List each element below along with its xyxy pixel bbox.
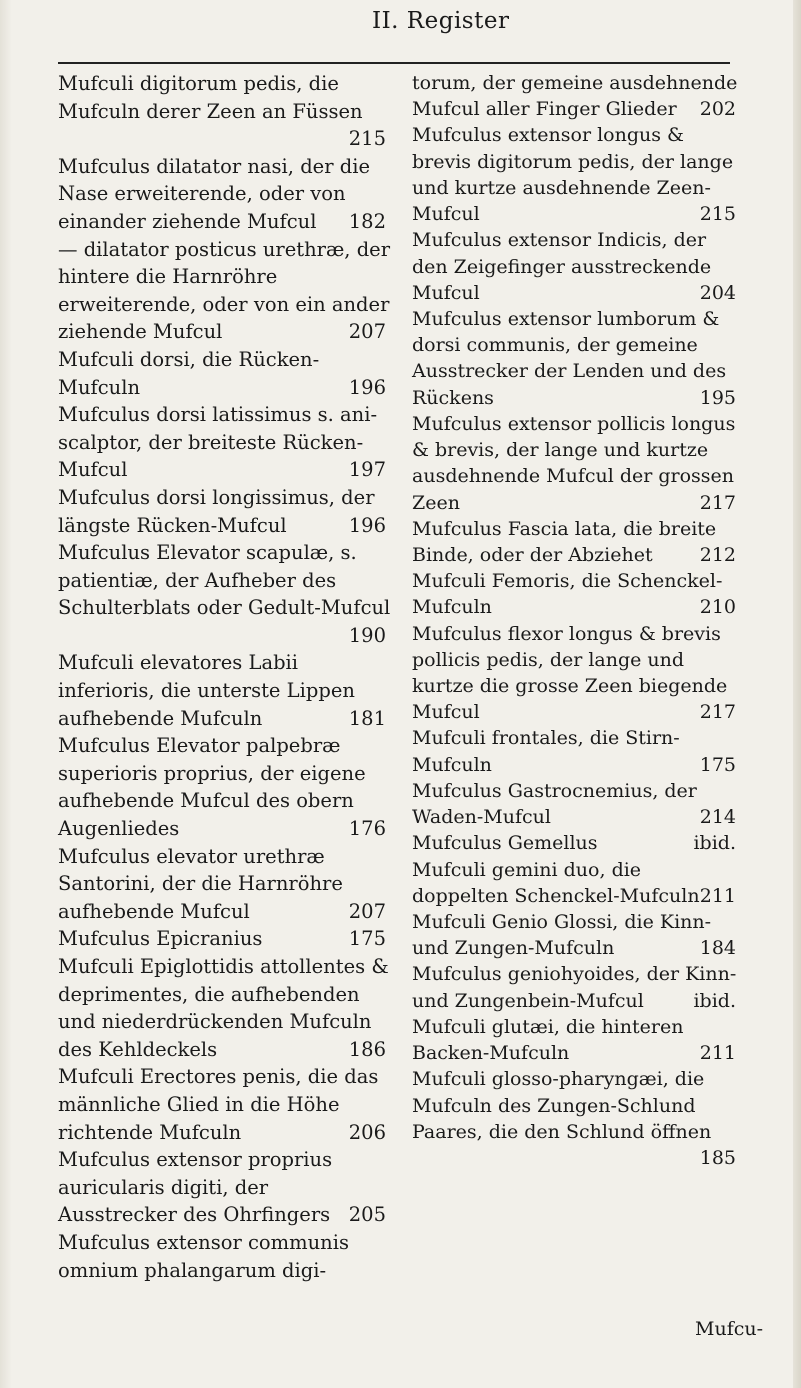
- index-entry-text: Mufculi dorsi, die Rücken-Mufculn: [58, 347, 320, 399]
- index-entry-text: Mufculus dilatator nasi, der die Nase erweiterende, oder von einander ziehende Mufcul: [58, 154, 370, 233]
- left-index-column: [58, 70, 392, 1284]
- index-entry: [412, 306, 742, 411]
- page-number: 175: [699, 753, 736, 776]
- page-number: 217: [699, 491, 736, 514]
- page-number: 190: [348, 623, 386, 647]
- index-entry-text: Mufculus extensor longus & brevis digitorum pedis, der lange und kurtze ausdehnende Zeen-Mufcul: [412, 124, 734, 226]
- index-entry-text: Mufculi Femoris, die Schenckel-Mufculn: [412, 570, 723, 619]
- index-entry-text: Mufculi digitorum pedis, die Mufculn derer Zeen an Füssen: [58, 72, 363, 123]
- index-entry-text: Mufculi glutæi, die hinteren Backen-Mufculn: [412, 1015, 684, 1065]
- page-number: 176: [348, 817, 386, 841]
- index-entry-text: Mufculus extensor pollicis longus & brevis, der lange und kurtze ausdehnende Mufcul der grossen Zeen: [412, 412, 736, 514]
- index-entry-text: Mufculus geniohyoides, der Kinn- und Zungenbein-Mufcul: [412, 963, 737, 1012]
- index-entry: [58, 953, 392, 1063]
- running-header: [0, 4, 801, 44]
- catchword: Mufcu-: [695, 1318, 764, 1340]
- page-number: 181: [348, 706, 386, 730]
- page-number: 212: [699, 543, 736, 566]
- page-number: 197: [348, 458, 386, 482]
- page-number: 211: [699, 884, 736, 907]
- index-entry-text: Mufculus Gastrocnemius, der Waden-Mufcul: [412, 779, 697, 829]
- index-entry: [58, 1146, 392, 1229]
- page-number: 205: [348, 1203, 386, 1227]
- header-rule: [58, 62, 730, 64]
- index-entry: [58, 843, 392, 926]
- index-entry-text: Mufculi Erectores penis, die das männliche Glied in die Höhe richtende Mufculn: [58, 1065, 379, 1144]
- index-entry: [412, 516, 742, 568]
- index-entry-text: — dilatator posticus urethræ, der hintere die Harnröhre erweiterende, oder von ein ander ziehende Mufcul: [58, 237, 391, 344]
- page-number: 186: [348, 1037, 386, 1061]
- page-number: 206: [348, 1120, 386, 1144]
- page-number: 202: [699, 98, 736, 121]
- page-number: 196: [348, 513, 386, 537]
- index-entry-text: Mufculi gemini duo, die doppelten Schenckel-Mufculn: [412, 858, 700, 907]
- index-entry-text: Mufculus Gemellus: [412, 832, 598, 855]
- index-entry-text: Mufculus Fascia lata, die breite Binde, oder der Abziehet: [412, 517, 717, 566]
- index-entry: [412, 961, 742, 1013]
- index-entry: [412, 621, 742, 726]
- page-number: 210: [699, 596, 736, 619]
- index-entry-text: Mufculus Elevator palpebræ superioris proprius, der eigene aufhebende Mufcul des obern Augenliedes: [58, 734, 366, 841]
- page-number: 207: [348, 899, 386, 923]
- index-entry: [412, 778, 742, 830]
- index-entry: [412, 909, 742, 961]
- header-title: II. Register: [372, 8, 510, 34]
- index-entry-text: Mufculi Genio Glossi, die Kinn- und Zungen-Mufculn: [412, 911, 712, 960]
- page-number: 204: [699, 281, 736, 304]
- right-index-column: [412, 70, 742, 1171]
- page-number: ibid.: [693, 989, 736, 1012]
- index-entry-text: Mufculus extensor communis omnium phalangarum digi-: [58, 1230, 349, 1282]
- page-gutter-shadow: [0, 0, 12, 1388]
- page-number: 214: [699, 806, 736, 829]
- page-number: 207: [348, 320, 386, 344]
- index-entry: [412, 1066, 742, 1171]
- index-entry-text: Mufculi Epiglottidis attollentes & deprimentes, die aufhebenden und niederdrückenden Mufculn des Kehldeckels: [58, 955, 389, 1061]
- index-entry: [58, 153, 392, 236]
- index-entry-text: Mufculi glosso-pharyngæi, die Mufculn des Zungen-Schlund Paares, die den Schlund öffnen: [412, 1068, 712, 1143]
- index-entry-text: Mufculi elevatores Labii inferioris, die unterste Lippen aufhebende Mufculn: [58, 651, 355, 730]
- page-number: 182: [348, 209, 386, 233]
- page-number: 215: [699, 203, 736, 226]
- index-entry-text: Mufculus extensor Indicis, der den Zeigefinger ausstreckende Mufcul: [412, 229, 712, 304]
- index-entry: [58, 925, 392, 953]
- index-entry: [58, 1063, 392, 1146]
- index-entry-text: Mufculus dorsi longissimus, der längste Rücken-Mufcul: [58, 485, 375, 537]
- index-entry: [58, 484, 392, 539]
- index-entry: [58, 346, 392, 401]
- index-entry: [412, 857, 742, 909]
- index-entry-text: Mufculus extensor proprius auricularis digiti, der Ausstrecker des Ohrfingers: [58, 1148, 333, 1227]
- index-entry: [58, 539, 392, 649]
- index-entry: [412, 830, 742, 856]
- index-entry-text: Mufculus extensor lumborum & dorsi communis, der gemeine Ausstrecker der Lenden und des Rückens: [412, 307, 727, 409]
- index-entry: [412, 1014, 742, 1066]
- index-entry: [58, 649, 392, 732]
- page-number: 195: [699, 386, 736, 409]
- index-entry: [412, 411, 742, 516]
- index-entry: [58, 70, 392, 153]
- page-number: 196: [348, 375, 386, 399]
- index-entry: [412, 568, 742, 620]
- index-entry-text: Mufculus Epicranius: [58, 927, 263, 951]
- index-entry: [412, 725, 742, 777]
- page-number: 175: [348, 927, 386, 951]
- index-entry-text: Mufculus dorsi latissimus s. ani-scalptor, der breiteste Rücken-Mufcul: [58, 403, 378, 482]
- page-number: 215: [348, 127, 386, 151]
- page-number: 184: [699, 937, 736, 960]
- page-edge: [793, 0, 801, 1388]
- index-entry-text: Mufculus flexor longus & brevis pollicis pedis, der lange und kurtze die grosse Zeen biegende Mufcul: [412, 622, 728, 724]
- index-entry: [412, 227, 742, 306]
- index-entry-text: Mufculi frontales, die Stirn-Mufculn: [412, 727, 680, 776]
- index-entry: [58, 1229, 392, 1284]
- index-entry: [58, 401, 392, 484]
- page-number: ibid.: [693, 832, 736, 855]
- index-entry: [412, 122, 742, 227]
- index-entry-text: Mufculus Elevator scapulæ, s. patientiæ, der Aufheber des Schulterblats oder Gedult-Mufcul: [58, 541, 391, 620]
- index-entry: [412, 70, 742, 122]
- page-number: 185: [699, 1146, 736, 1169]
- page-number: 211: [699, 1042, 736, 1065]
- index-entry-text: torum, der gemeine ausdehnende Mufcul aller Finger Glieder: [412, 72, 738, 121]
- page-number: 217: [699, 701, 736, 724]
- index-entry-text: Mufculus elevator urethræ Santorini, der die Harnröhre aufhebende Mufcul: [58, 844, 343, 923]
- index-entry: [58, 236, 392, 346]
- index-entry: [58, 732, 392, 842]
